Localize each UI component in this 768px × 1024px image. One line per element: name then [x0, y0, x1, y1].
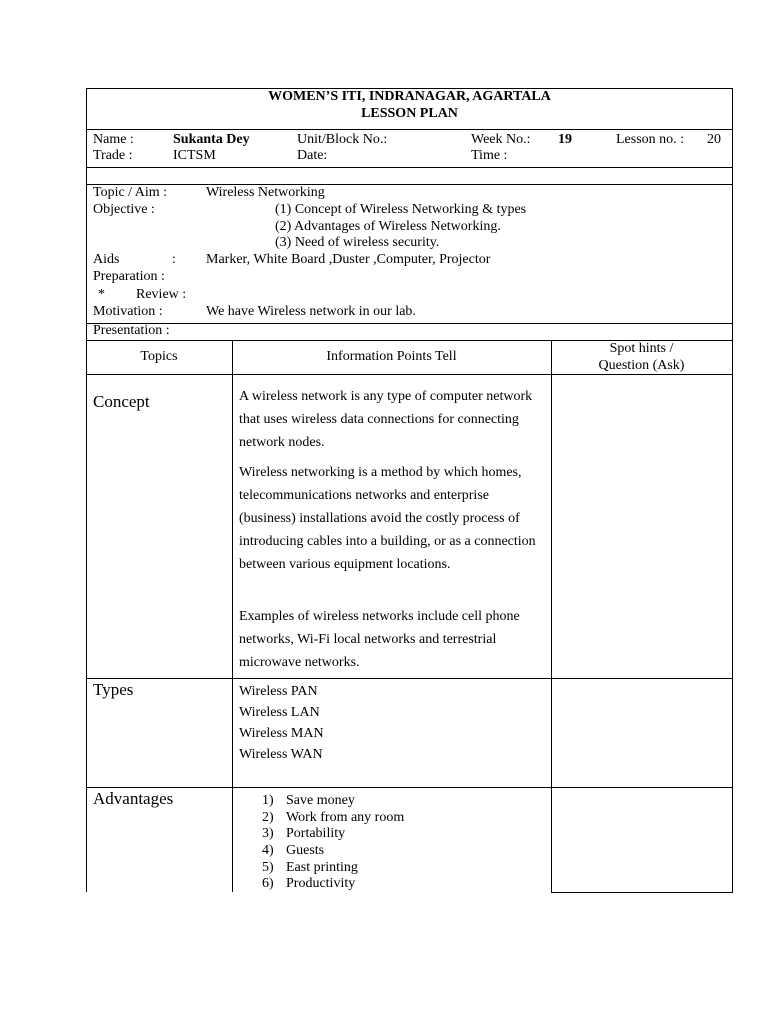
- col-header-spot-line1: Spot hints /: [609, 341, 674, 356]
- col-header-topics: Topics: [140, 349, 178, 364]
- advantage-number: 4): [262, 843, 274, 858]
- aids-label: Aids: [93, 252, 120, 267]
- divider-info: [86, 167, 733, 168]
- aids-colon: :: [172, 252, 176, 267]
- advantage-number: 5): [262, 860, 274, 875]
- topic-concept: Concept: [93, 392, 150, 411]
- advantage-number: 1): [262, 793, 274, 808]
- col-header-spot-line2: Question (Ask): [598, 358, 685, 373]
- type-item: Wireless MAN: [239, 726, 324, 741]
- advantage-text: East printing: [286, 860, 358, 875]
- unit-label: Unit/Block No.:: [297, 132, 388, 147]
- plan-title: LESSON PLAN: [361, 106, 458, 121]
- divider-header: [86, 129, 733, 130]
- advantage-number: 2): [262, 810, 274, 825]
- type-item: Wireless WAN: [239, 747, 323, 762]
- divider-spot-bottom: [551, 892, 733, 893]
- review-label: Review :: [136, 287, 187, 302]
- time-label: Time :: [471, 148, 508, 163]
- motivation-label: Motivation :: [93, 304, 163, 319]
- col-header-info: Information Points Tell: [326, 349, 457, 364]
- review-star: *: [98, 287, 105, 302]
- aids-value: Marker, White Board ,Duster ,Computer, Projector: [206, 252, 491, 267]
- type-item: Wireless PAN: [239, 684, 318, 699]
- name-value: Sukanta Dey: [173, 132, 250, 147]
- divider-types: [86, 787, 733, 788]
- topic-label: Topic / Aim :: [93, 185, 168, 200]
- topic-types: Types: [93, 680, 134, 699]
- lesson-label: Lesson no. :: [616, 132, 685, 147]
- concept-paragraph: Wireless networking is a method by which homes, telecommunications networks and enterprise (business) installations avoid the costly process of introducing cables into a building, or as a connection between various equipment locations.: [239, 465, 536, 572]
- concept-paragraph: Examples of wireless networks include cell phone networks, Wi-Fi local networks and terrestrial microwave networks.: [239, 609, 520, 670]
- advantage-text: Guests: [286, 843, 325, 858]
- week-value: 19: [558, 132, 572, 147]
- divider-col-2: [551, 340, 552, 892]
- week-label: Week No.:: [471, 132, 531, 147]
- advantage-text: Portability: [286, 826, 346, 841]
- divider-details: [86, 323, 733, 324]
- divider-concept: [86, 678, 733, 679]
- objective-item: (1) Concept of Wireless Networking & types: [275, 202, 527, 217]
- advantage-text: Save money: [286, 793, 355, 808]
- objective-label: Objective :: [93, 202, 155, 217]
- concept-paragraph: A wireless network is any type of computer network that uses wireless data connections for connecting network nodes.: [239, 389, 533, 450]
- name-label: Name :: [93, 132, 134, 147]
- lesson-value: 20: [707, 132, 721, 147]
- date-label: Date:: [297, 148, 328, 163]
- objective-item: (3) Need of wireless security.: [275, 235, 440, 250]
- preparation-label: Preparation :: [93, 269, 165, 284]
- advantage-number: 3): [262, 826, 274, 841]
- divider-col-headers: [86, 374, 733, 375]
- type-item: Wireless LAN: [239, 705, 320, 720]
- advantage-number: 6): [262, 876, 274, 891]
- trade-value: ICTSM: [173, 148, 216, 163]
- topic-value: Wireless Networking: [206, 185, 325, 200]
- border-left: [86, 88, 87, 892]
- advantage-text: Productivity: [286, 876, 356, 891]
- motivation-value: We have Wireless network in our lab.: [206, 304, 416, 319]
- divider-col-1: [232, 340, 233, 892]
- advantage-text: Work from any room: [286, 810, 405, 825]
- topic-advantages: Advantages: [93, 789, 174, 808]
- trade-label: Trade :: [93, 148, 133, 163]
- border-right: [732, 88, 733, 893]
- divider-blank: [86, 184, 733, 185]
- institute-name: WOMEN’S ITI, INDRANAGAR, AGARTALA: [268, 89, 551, 104]
- objective-item: (2) Advantages of Wireless Networking.: [275, 219, 501, 234]
- presentation-label: Presentation :: [93, 323, 170, 338]
